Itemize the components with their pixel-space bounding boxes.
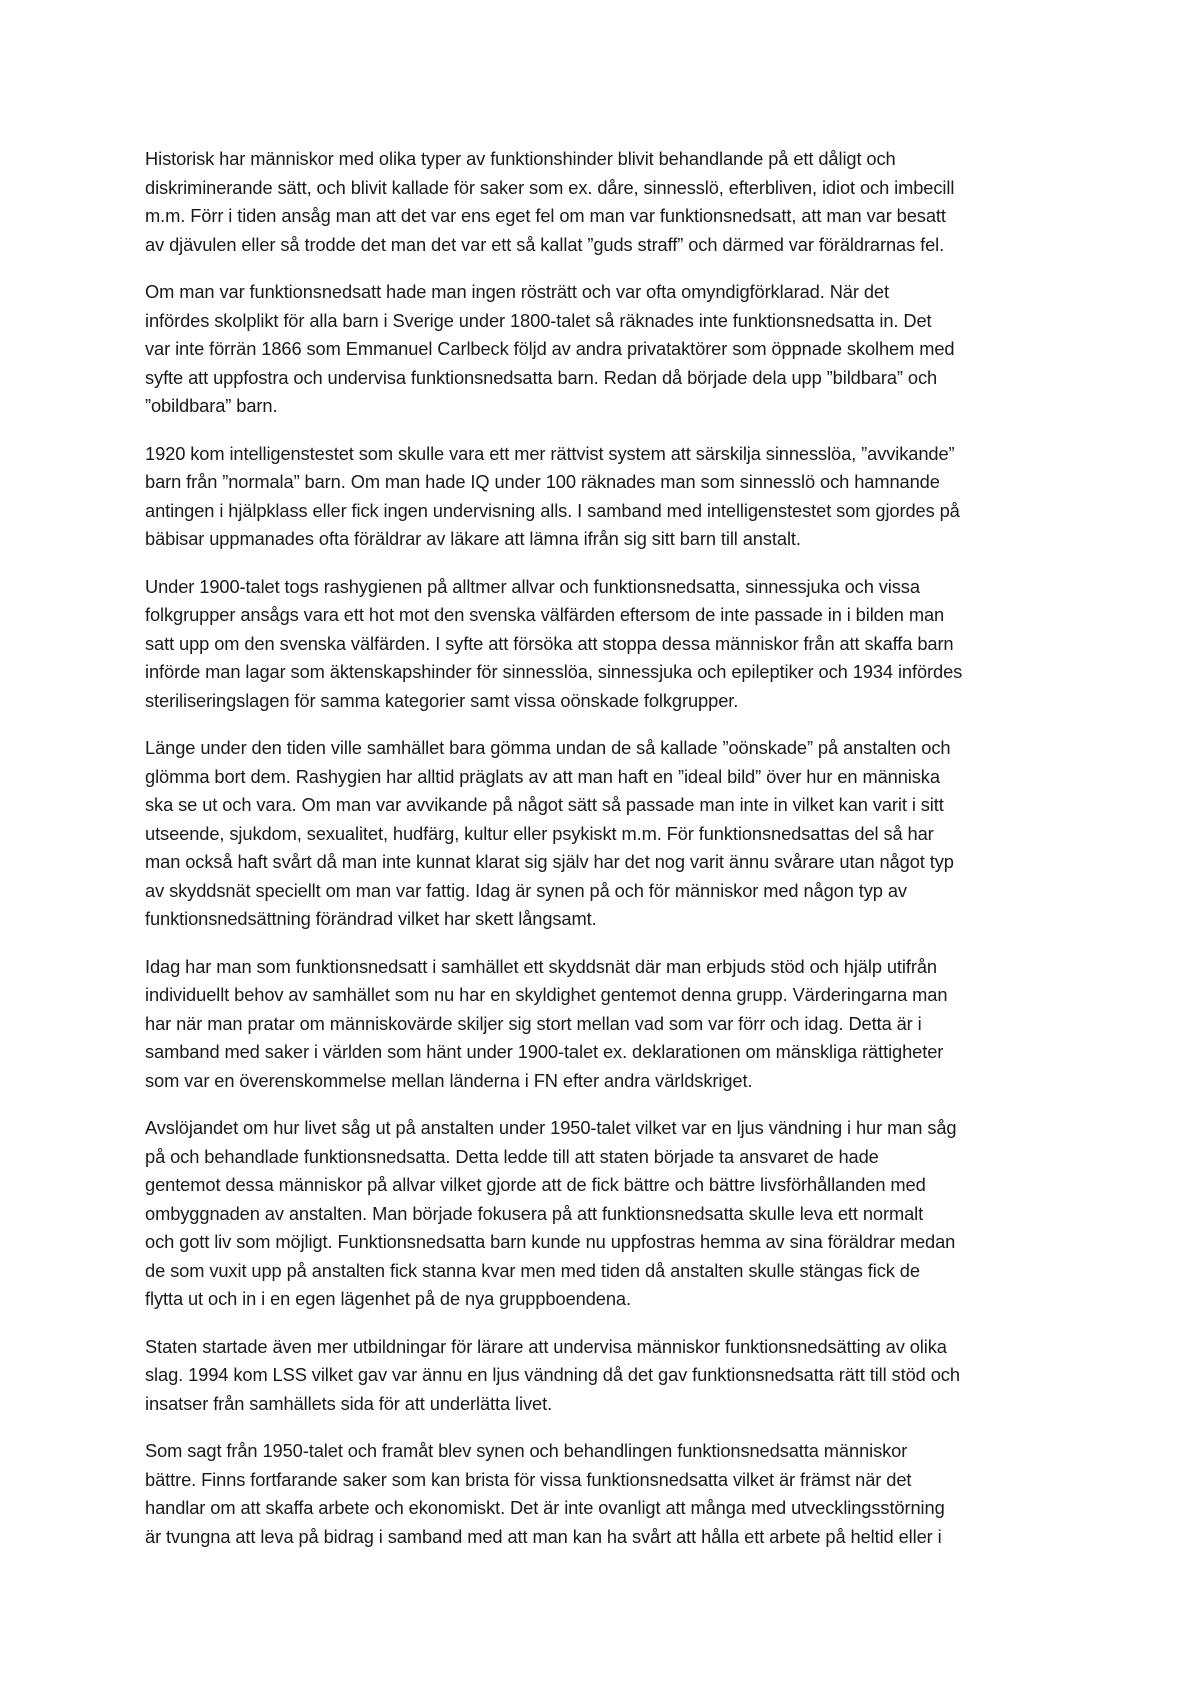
text-line: infördes skolplikt för alla barn i Sverige under 1800-talet så räknades inte funktionsnedsatta in. Det [145, 309, 932, 331]
text-line: var inte förrän 1866 som Emmanuel Carlbeck följd av andra privataktörer som öppnade skolhem med [145, 338, 955, 359]
text-line: Om man var funktionsnedsatt hade man ingen rösträtt och var ofta omyndigförklarad. När det [145, 281, 889, 302]
text-line: steriliseringslagen för samma kategorier samt vissa oönskade folkgrupper. [145, 689, 739, 711]
paragraph-9 [145, 1437, 1067, 1551]
text-line: slag. 1994 kom LSS vilket gav var ännu en ljus vändning då det gav funktionsnedsatta rätt till stöd och [145, 1364, 960, 1385]
text-line: Historisk har människor med olika typer av funktionshinder blivit behandlande på ett dåligt och [145, 148, 896, 169]
text-line: ska se ut och vara. Om man var avvikande på något sätt så passade man inte in vilket kan varit i sitt [145, 794, 944, 815]
text-line: handlar om att skaffa arbete och ekonomiskt. Det är inte ovanligt att många med utvecklingsstörning [145, 1497, 945, 1518]
text-line: av skyddsnät speciellt om man var fattig. Idag är synen på och för människor med någon typ av [145, 879, 907, 901]
text-line: bättre. Finns fortfarande saker som kan brista för vissa funktionsnedsatta vilket är främst när det [145, 1468, 912, 1490]
text-line: ”obildbara” barn. [145, 395, 278, 416]
text-line: har när man pratar om människovärde skiljer sig stort mellan vad som var förr och idag. Detta är i [145, 1012, 922, 1034]
text-line: och gott liv som möjligt. Funktionsnedsatta barn kunde nu uppfostras hemma av sina föräldrar medan [145, 1231, 956, 1252]
paragraph-8 [145, 1333, 1067, 1419]
document-body [145, 145, 1067, 1570]
text-line: funktionsnedsättning förändrad vilket har skett långsamt. [145, 908, 597, 929]
text-line: på och behandlade funktionsnedsatta. Detta ledde till att staten började ta ansvaret de hade [145, 1145, 879, 1167]
paragraph-2 [145, 278, 1067, 421]
text-line: utseende, sjukdom, sexualitet, hudfärg, kultur eller psykiskt m.m. För funktionsnedsattas del så har [145, 822, 934, 844]
text-line: satt upp om den svenska välfärden. I syfte att försöka att stoppa dessa människor från att skaffa barn [145, 632, 954, 654]
text-line: Idag har man som funktionsnedsatt i samhället ett skyddsnät där man erbjuds stöd och hjälp utifrån [145, 955, 937, 977]
text-line: Avslöjandet om hur livet såg ut på anstalten under 1950-talet vilket var en ljus vändning i hur man såg [145, 1117, 957, 1138]
text-line: är tvungna att leva på bidrag i samband med att man kan ha svårt att hålla ett arbete på heltid eller i [145, 1525, 942, 1547]
text-line: samband med saker i världen som hänt under 1900-talet ex. deklarationen om mänskliga rättigheter [145, 1041, 944, 1062]
text-line: Som sagt från 1950-talet och framåt blev synen och behandlingen funktionsnedsatta människor [145, 1440, 908, 1461]
paragraph-3 [145, 440, 1067, 554]
text-line: folkgrupper ansågs vara ett hot mot den svenska välfärden eftersom de inte passade in i bilden man [145, 604, 945, 625]
text-line: Under 1900-talet togs rashygienen på alltmer allvar och funktionsnedsatta, sinnessjuka och vissa [145, 575, 920, 597]
text-line: glömma bort dem. Rashygien har alltid präglats av att man haft en ”ideal bild” över hur en människa [145, 765, 940, 787]
paragraph-7 [145, 1114, 1067, 1314]
text-line: insatser från samhällets sida för att underlätta livet. [145, 1392, 553, 1414]
text-line: barn från ”normala” barn. Om man hade IQ under 100 räknades man som sinnesslö och hamnande [145, 471, 940, 492]
text-line: Länge under den tiden ville samhället bara gömma undan de så kallade ”oönskade” på anstalten och [145, 737, 951, 758]
text-line: ombyggnaden av anstalten. Man började fokusera på att funktionsnedsatta skulle leva ett normalt [145, 1202, 924, 1224]
paragraph-6 [145, 953, 1067, 1096]
text-line: Staten startade även mer utbildningar för lärare att undervisa människor funktionsnedsätting av olika [145, 1335, 947, 1357]
text-line: diskriminerande sätt, och blivit kallade för saker som ex. dåre, sinnesslö, efterbliven, idiot och imbecill [145, 176, 955, 198]
text-line: individuellt behov av samhället som nu har en skyldighet gentemot denna grupp. Värderingarna man [145, 984, 948, 1005]
text-line: bäbisar uppmanades ofta föräldrar av läkare att lämna ifrån sig sitt barn till anstalt. [145, 528, 801, 549]
text-line: syfte att uppfostra och undervisa funktionsnedsatta barn. Redan då började dela upp ”bildbara” och [145, 366, 938, 388]
text-line: som var en överenskommelse mellan länderna i FN efter andra världskriget. [145, 1069, 753, 1091]
text-line: man också haft svårt då man inte kunnat klarat sig själv har det nog varit ännu svårare utan något typ [145, 851, 954, 872]
paragraph-4 [145, 573, 1067, 716]
text-line: flytta ut och in i en egen lägenhet på de nya gruppboendena. [145, 1288, 631, 1309]
paragraph-5 [145, 734, 1067, 934]
text-line: de som vuxit upp på anstalten fick stanna kvar men med tiden då anstalten skulle stängas fick de [145, 1259, 920, 1281]
text-line: antingen i hjälpklass eller fick ingen undervisning alls. I samband med intelligenstestet som gjordes på [145, 499, 960, 521]
text-line: 1920 kom intelligenstestet som skulle vara ett mer rättvist system att särskilja sinnesslöa, ”avvikande” [145, 442, 955, 464]
text-line: införde man lagar som äktenskapshinder för sinnesslöa, sinnessjuka och epileptiker och 1934 infördes [145, 661, 963, 682]
paragraph-1 [145, 145, 1067, 259]
text-line: m.m. Förr i tiden ansåg man att det var ens eget fel om man var funktionsnedsatt, att man var besatt [145, 205, 946, 226]
text-line: av djävulen eller så trodde det man det var ett så kallat ”guds straff” och därmed var föräldrarnas fel. [145, 233, 945, 255]
text-line: gentemot dessa människor på allvar vilket gjorde att de fick bättre och bättre livsförhållanden med [145, 1174, 926, 1195]
